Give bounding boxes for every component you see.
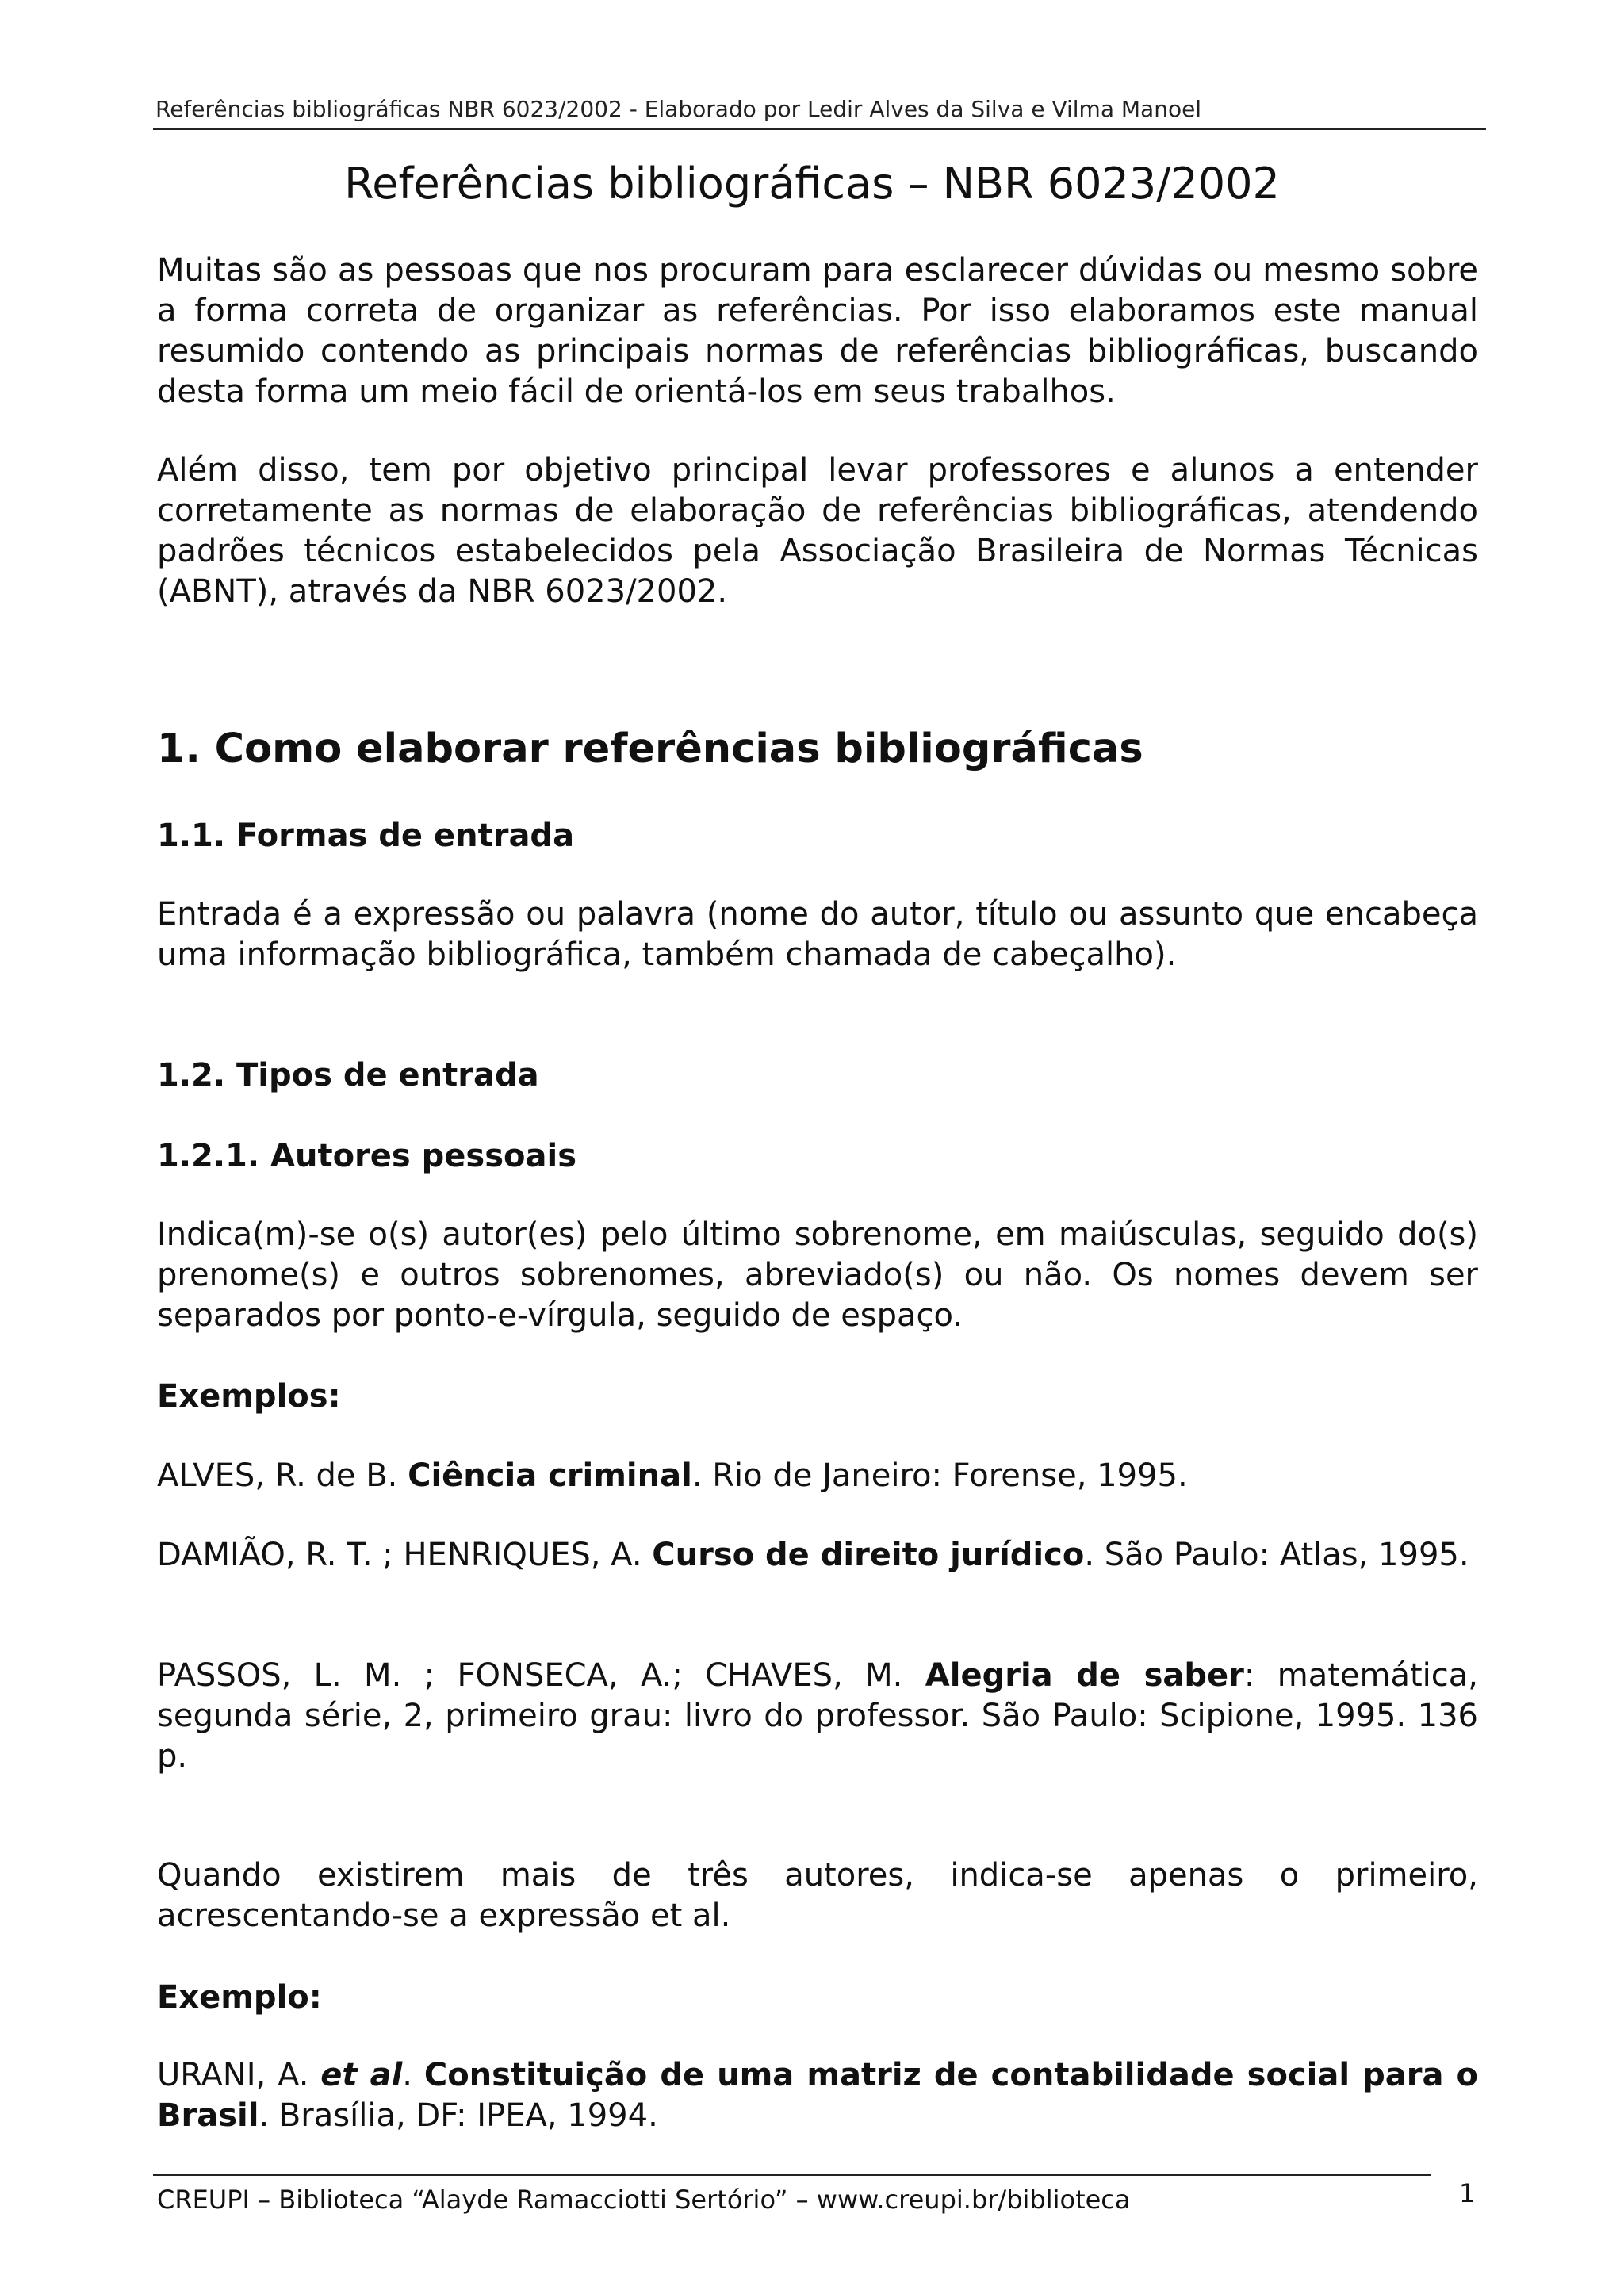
example-label: Exemplo: bbox=[157, 1979, 322, 2016]
reference-separator: . bbox=[402, 2057, 424, 2093]
page-number: 1 bbox=[1459, 2178, 1476, 2208]
section-heading-1-2-1: 1.2.1. Autores pessoais bbox=[157, 1138, 577, 1174]
header-rule bbox=[153, 128, 1486, 130]
footer-rule bbox=[153, 2174, 1431, 2176]
reference-publication: . São Paulo: Atlas, 1995. bbox=[1084, 1537, 1469, 1573]
intro-paragraph-1: Muitas são as pessoas que nos procuram para esclarecer dúvidas ou mesmo sobre a forma correta de organizar as referências. Por isso elaboramos este manual resumido contendo as principais normas de referências bibliográficas, buscando desta forma um meio fácil de orientá-los em seus trabalhos. bbox=[157, 252, 1478, 410]
reference-title: Curso de direito jurídico bbox=[652, 1537, 1085, 1573]
reference-author: DAMIÃO, R. T. ; HENRIQUES, A. bbox=[157, 1537, 653, 1573]
et-al-paragraph: Quando existirem mais de três autores, indica-se apenas o primeiro, acrescentando-se a expressão et al. bbox=[157, 1857, 1478, 1934]
reference-title: Ciência criminal bbox=[408, 1457, 692, 1494]
reference-title: Constituição de uma matriz de contabilidade social para o Brasil bbox=[157, 2057, 1478, 2134]
examples-label: Exemplos: bbox=[157, 1378, 341, 1415]
section-heading-1-2: 1.2. Tipos de entrada bbox=[157, 1057, 539, 1093]
section-1-2-1-text: Indica(m)-se o(s) autor(es) pelo último sobrenome, em maiúsculas, seguido do(s) prenome(s) e outros sobrenomes, abreviado(s) ou não. Os nomes devem ser separados por ponto-e-vírgula, seguido de espaço. bbox=[157, 1216, 1478, 1334]
reference-author: ALVES, R. de B. bbox=[157, 1457, 408, 1494]
footer-text: CREUPI – Biblioteca “Alayde Ramacciotti Sertório” – www.creupi.br/biblioteca bbox=[157, 2185, 1131, 2215]
reference-entry-1 bbox=[157, 1456, 1478, 1496]
reference-entry-3 bbox=[157, 1656, 1478, 1777]
document-title: Referências bibliográficas – NBR 6023/2002 bbox=[344, 159, 1280, 209]
reference-title: Alegria de saber bbox=[925, 1657, 1244, 1694]
reference-publication: . Brasília, DF: IPEA, 1994. bbox=[259, 2097, 658, 2134]
reference-author: URANI, A. bbox=[157, 2057, 321, 2093]
reference-author: PASSOS, L. M. ; FONSECA, A.; CHAVES, M. bbox=[157, 1657, 925, 1694]
reference-publication: : matemática, segunda série, 2, primeiro grau: livro do professor. São Paulo: Scipione, 1995. 136 p. bbox=[157, 1657, 1479, 1775]
intro-paragraph-2: Além disso, tem por objetivo principal levar professores e alunos a entender corretamente as normas de elaboração de referências bibliográficas, atendendo padrões técnicos estabelecidos pela Associação Brasileira de Normas Técnicas (ABNT), através da NBR 6023/2002. bbox=[157, 452, 1478, 610]
section-heading-1: 1. Como elaborar referências bibliográficas bbox=[157, 726, 1143, 772]
reference-entry-4 bbox=[157, 2055, 1478, 2136]
reference-publication: . Rio de Janeiro: Forense, 1995. bbox=[691, 1457, 1188, 1494]
running-header: Referências bibliográficas NBR 6023/2002 - Elaborado por Ledir Alves da Silva e Vilma Manoel bbox=[155, 96, 1202, 122]
section-heading-1-1: 1.1. Formas de entrada bbox=[157, 818, 575, 854]
section-1-1-text: Entrada é a expressão ou palavra (nome do autor, título ou assunto que encabeça uma informação bibliográfica, também chamada de cabeçalho). bbox=[157, 896, 1478, 973]
reference-entry-2 bbox=[157, 1535, 1478, 1576]
reference-et-al: et al bbox=[320, 2057, 403, 2093]
